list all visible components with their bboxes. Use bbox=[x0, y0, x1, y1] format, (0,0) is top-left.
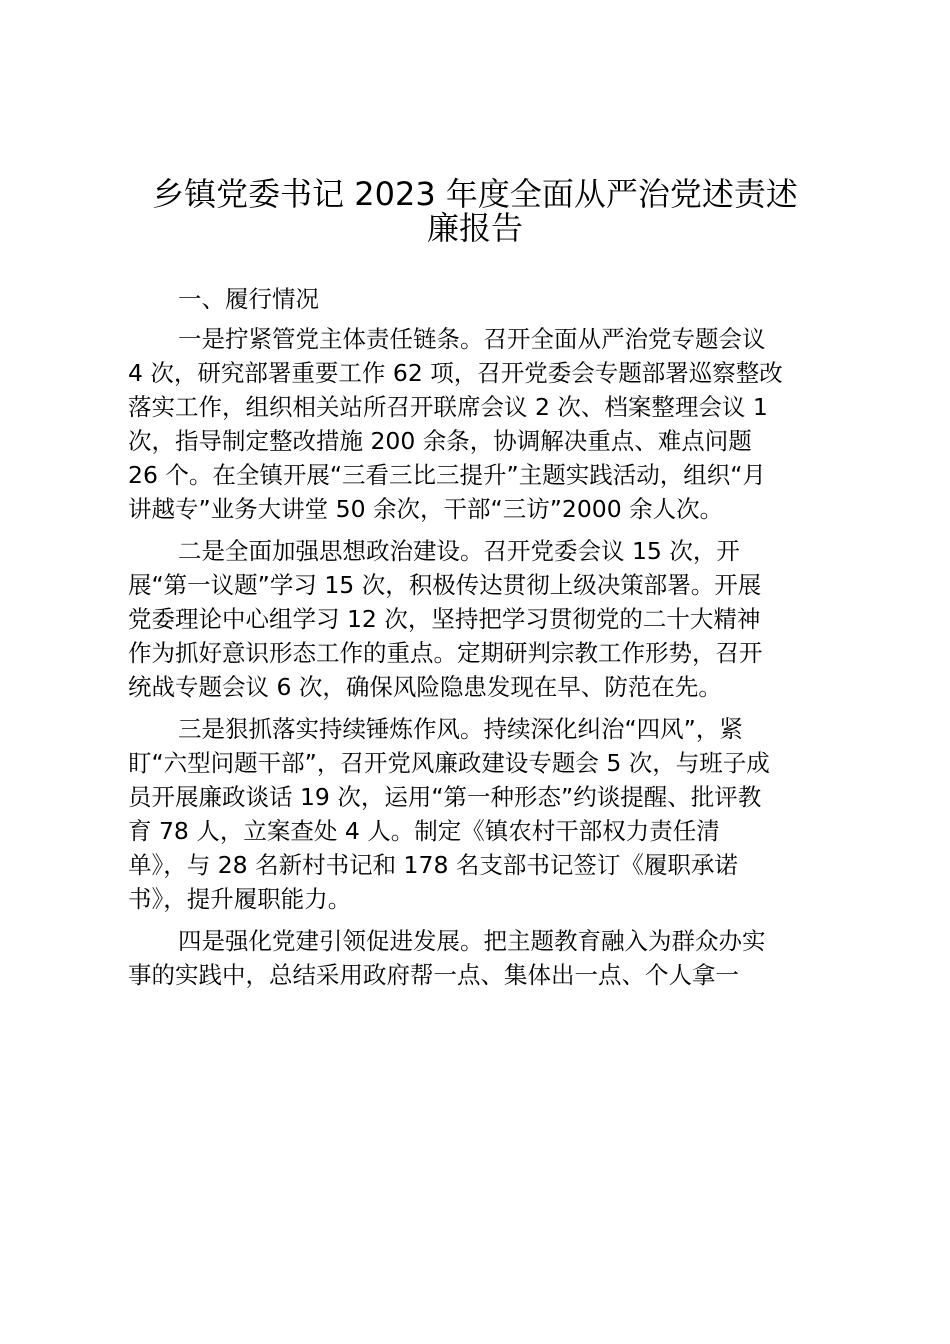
document-title bbox=[110, 170, 840, 247]
paragraph-line: 四是强化党建引领促进发展。把主题教育融入为群众办实 bbox=[178, 927, 766, 955]
paragraph-line: 4 次，研究部署重要工作 62 项，召开党委会专题部署巡察整改 bbox=[128, 359, 783, 387]
paragraph-line: 展“第一议题”学习 15 次，积极传达贯彻上级决策部署。开展 bbox=[128, 571, 762, 599]
paragraph-line: 单》，与 28 名新村书记和 178 名支部书记签订《履职承诺 bbox=[128, 851, 738, 879]
title-line-1: 乡镇党委书记 2023 年度全面从严治党述责述 bbox=[152, 175, 798, 213]
paragraph-line: 次，指导制定整改措施 200 余条，协调解决重点、难点问题 bbox=[128, 427, 752, 455]
paragraph-line: 二是全面加强思想政治建设。召开党委会议 15 次，开 bbox=[178, 537, 740, 565]
paragraph-line: 员开展廉政谈话 19 次，运用“第一种形态”约谈提醒、批评教 bbox=[128, 783, 762, 811]
paragraph-2 bbox=[128, 534, 828, 704]
paragraph-line: 统战专题会议 6 次，确保风险隐患发现在早、防范在先。 bbox=[128, 673, 722, 701]
paragraph-3 bbox=[128, 712, 828, 916]
document-body bbox=[128, 282, 828, 992]
paragraph-line: 26 个。在全镇开展“三看三比三提升”主题实践活动，组织“月 bbox=[128, 461, 766, 489]
paragraph-line: 落实工作，组织相关站所召开联席会议 2 次、档案整理会议 1 bbox=[128, 393, 768, 421]
paragraph-line: 一是拧紧管党主体责任链条。召开全面从严治党专题会议 bbox=[178, 325, 766, 353]
section-heading: 一、履行情况 bbox=[178, 285, 319, 313]
paragraph-line: 育 78 人，立案查处 4 人。制定《镇农村干部权力责任清 bbox=[128, 817, 720, 845]
paragraph-line: 三是狠抓落实持续锤炼作风。持续深化纠治“四风”，紧 bbox=[178, 715, 743, 743]
paragraph-4 bbox=[128, 924, 828, 992]
paragraph-1 bbox=[128, 322, 828, 526]
title-line-2: 廉报告 bbox=[426, 209, 523, 247]
paragraph-line: 党委理论中心组学习 12 次，坚持把学习贯彻党的二十大精神 bbox=[128, 605, 761, 633]
paragraph-line: 事的实践中，总结采用政府帮一点、集体出一点、个人拿一 bbox=[128, 961, 739, 989]
paragraph-line: 书》，提升履职能力。 bbox=[128, 885, 352, 913]
paragraph-line: 作为抓好意识形态工作的重点。定期研判宗教工作形势，召开 bbox=[128, 639, 763, 667]
paragraph-line: 讲越专”业务大讲堂 50 余次，干部“三访”2000 余人次。 bbox=[128, 495, 724, 523]
paragraph-line: 盯“六型问题干部”，召开党风廉政建设专题会 5 次，与班子成 bbox=[128, 749, 770, 777]
